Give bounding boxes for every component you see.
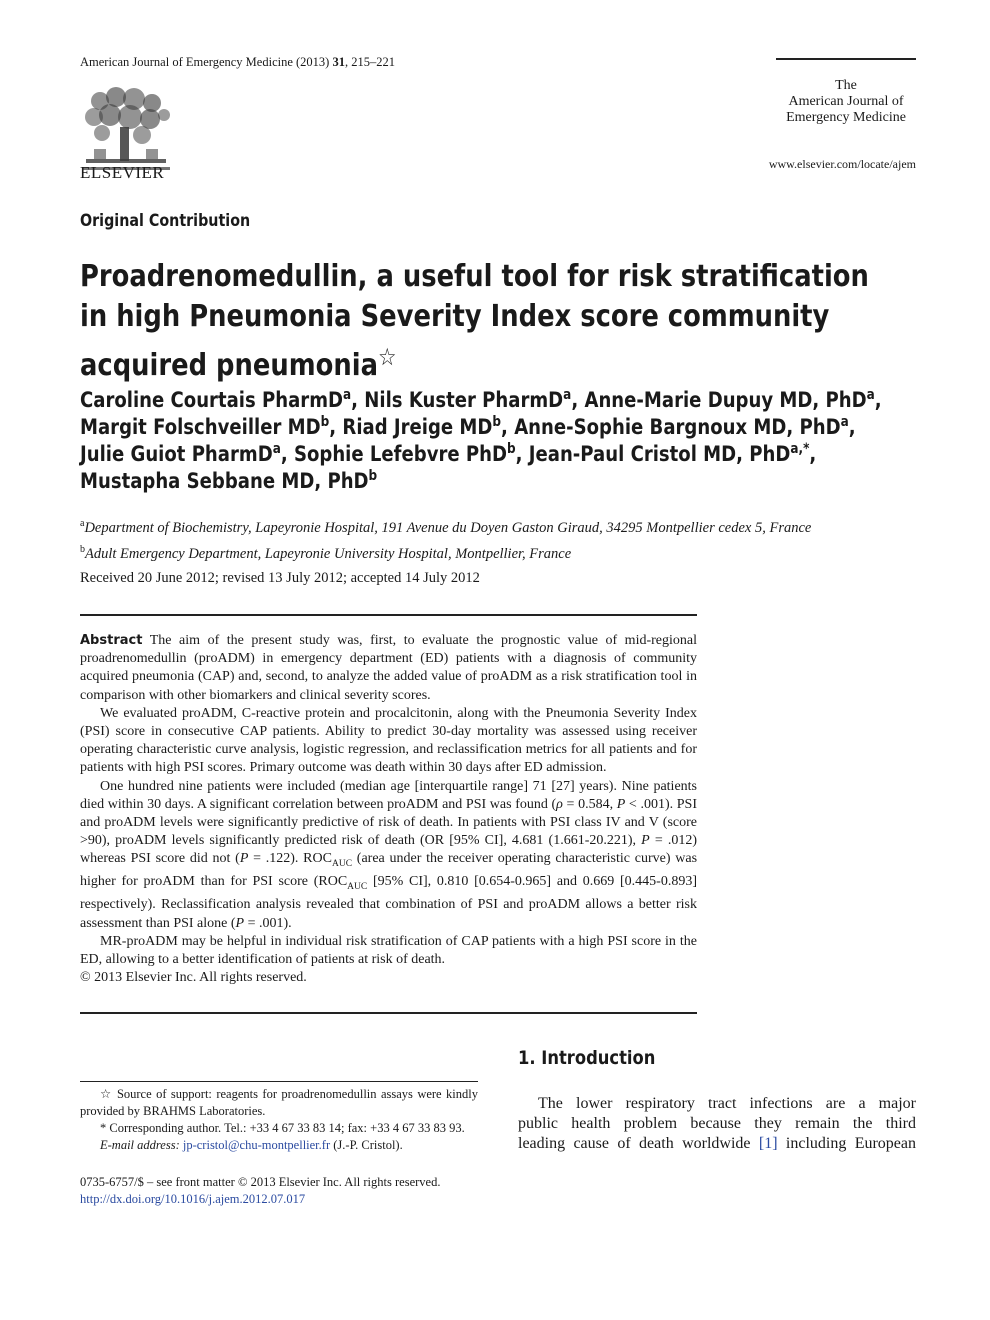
journal-url[interactable]: www.elsevier.com/locate/ajem: [768, 157, 916, 171]
issn-line: 0735-6757/$ – see front matter © 2013 Elsevier Inc. All rights reserved.: [80, 1175, 441, 1189]
footnote-star-icon: ☆: [100, 1087, 113, 1101]
article-title: [80, 257, 906, 386]
abstract-paragraph: We evaluated proADM, C-reactive protein and procalcitonin, along with the Pneumonia Severity Index (PSI) score in consecutive CAP patients. Ability to predict 30-day mortality was assessed using receiver operating characteristic curve analysis, logistic regression, and reclassification metrics for all patients and for patients with high PSI scores. Primary outcome was death within 30 days after ED admission.: [80, 705, 697, 776]
author-name: Mustapha Sebbane MD, PhD: [80, 469, 369, 493]
title-line: in high Pneumonia Severity Index score community: [80, 299, 830, 334]
author-name: Julie Guiot PharmD: [80, 442, 273, 466]
front-matter: [80, 1174, 500, 1208]
journal-name: American Journal of Emergency Medicine (2013): [80, 55, 333, 69]
author-name: Margit Folschveiller MD: [80, 415, 321, 439]
journal-logo-line3: Emergency Medicine: [786, 110, 906, 125]
affiliation-marker[interactable]: a: [840, 414, 849, 430]
author-name: Caroline Courtais PharmD: [80, 388, 343, 412]
affiliation-a: $^a$Department of Biochemistry, Lapeyronie Hospital, 191 Avenue du Doyen Gaston Giraud, 34295 Montpellier cedex 5, France: [80, 518, 812, 536]
author-name: Nils Kuster PharmD: [364, 388, 564, 412]
affiliation-marker[interactable]: a,*: [790, 441, 810, 457]
article-type: Original Contribution: [80, 211, 251, 231]
text-line: public health problem because they remain the third: [518, 1115, 916, 1132]
affiliation-marker[interactable]: b: [492, 414, 502, 430]
footnote-email: E-mail address: jp-cristol@chu-montpellier.fr (J.-P. Cristol).: [100, 1138, 403, 1152]
author-name: Anne-Sophie Bargnoux MD, PhD: [514, 415, 841, 439]
abstract-top-rule: [80, 614, 697, 616]
footnote-rule: [80, 1081, 478, 1082]
reference-link[interactable]: [1]: [758, 1135, 778, 1152]
doi-link[interactable]: http://dx.doi.org/10.1016/j.ajem.2012.07.017: [80, 1192, 306, 1206]
text-line: The lower respiratory tract infections are a major: [538, 1095, 916, 1112]
journal-volume: 31: [332, 55, 345, 69]
footnote-corresponding: * Corresponding author. Tel.: +33 4 67 33 83 14; fax: +33 4 67 33 83 93.: [100, 1121, 465, 1135]
affiliation-marker[interactable]: b: [368, 468, 378, 484]
author-list: Caroline Courtais PharmD$^a$, Nils Kuster PharmD$^a$, Anne-Marie Dupuy MD, PhD$^a$, Margit Folschveiller $MD^b$, Riad Jreige $MD^b$, Anne-Sophie Bargnoux MD, PhD$^a$, Julie Guiot PharmD$^a$, Sophie Lefebvre PhD$^b$, Jean-Paul Cristol MD, PhD$^{a,*}$, Mustapha Sebbane MD, PhD$^b$: [80, 387, 882, 493]
title-footnote-star-icon[interactable]: ☆: [377, 343, 397, 371]
footnote-support: ☆ Source of support: reagents for proadrenomedullin assays were kindly provided by BRAHMS Laboratories.: [80, 1087, 478, 1118]
author-name: Riad Jreige MD: [342, 415, 493, 439]
abstract-paragraph: One hundred nine patients were included (median age [interquartile range] 71 [27] years). Nine patients died within 30 days. A significant correlation between proADM and PSI was found (ρ = 0.584, P < .001). PSI and proADM levels were significantly predictive of risk of death. In patients with PSI class IV and V (score >90), proADM levels significantly predicted risk of death (OR [95% CI], 4.681 (1.661-20.221), P = .012) whereas PSI score did not (P = .122). $ROC_{AUC}$ (area under the receiver operating characteristic curve) was higher for proADM than for PSI score ($ROC_{AUC}$ [95% CI], 0.810 [0.654-0.965] and 0.669 [0.445-0.893] respectively). Reclassification analysis revealed that combination of PSI and proADM allows a better risk assessment than PSI alone (P = .001).: [80, 778, 698, 931]
article-dates: Received 20 June 2012; revised 13 July 2012; accepted 14 July 2012: [80, 570, 480, 586]
abstract-copyright: © 2013 Elsevier Inc. All rights reserved.: [80, 970, 307, 986]
affiliation-marker[interactable]: b: [507, 441, 516, 457]
journal-pages: , 215–221: [344, 55, 395, 69]
author-name: Sophie Lefebvre PhD: [293, 442, 508, 466]
footnotes: [80, 1086, 478, 1154]
title-line: Proadrenomedullin, a useful tool for risk stratification: [80, 259, 869, 294]
affiliation-marker[interactable]: a: [342, 387, 352, 403]
title-line: acquired pneumonia☆: [80, 343, 397, 383]
affiliation-marker[interactable]: a: [866, 387, 875, 403]
email-link[interactable]: jp-cristol@chu-montpellier.fr: [182, 1138, 331, 1152]
affiliation-marker[interactable]: a: [563, 387, 572, 403]
journal-logo-line2: American Journal of: [788, 94, 904, 109]
abstract-label: Abstract: [80, 633, 143, 648]
abstract-paragraph: MR-proADM may be helpful in individual risk stratification of CAP patients with a high PSI score in the ED, allowing to a better identification of patients at risk of death.: [80, 933, 697, 968]
abstract: [80, 632, 697, 987]
abstract-paragraph: Abstract The aim of the present study was, first, to evaluate the prognostic value of mid-regional proadrenomedullin (proADM) in emergency department (ED) patients with a diagnosis of community acquired pneumonia (CAP) and, second, to analyze the added value of proADM as a risk stratification tool in comparison with other biomarkers and clinical severity scores.: [80, 633, 697, 703]
abstract-bottom-rule: [80, 1012, 697, 1014]
author-name: Anne-Marie Dupuy MD, PhD: [584, 388, 867, 412]
text-line: leading cause of death worldwide [1] including European: [518, 1135, 917, 1152]
publisher-name: ELSEVIER: [80, 163, 165, 182]
author-name: Jean-Paul Cristol MD, PhD: [528, 442, 791, 466]
affiliation-b: $^b$Adult Emergency Department, Lapeyronie University Hospital, Montpellier, France: [80, 543, 572, 562]
journal-logo: [776, 78, 916, 126]
journal-logo-line1: The: [835, 78, 857, 93]
affiliations: [80, 513, 811, 565]
section-heading-introduction: 1. Introduction: [518, 1047, 656, 1069]
introduction-text: [518, 1094, 916, 1154]
journal-citation: [80, 55, 395, 70]
journal-logo-rule: [776, 58, 916, 60]
affiliation-marker[interactable]: a: [272, 441, 281, 457]
affiliation-marker[interactable]: b: [320, 414, 330, 430]
